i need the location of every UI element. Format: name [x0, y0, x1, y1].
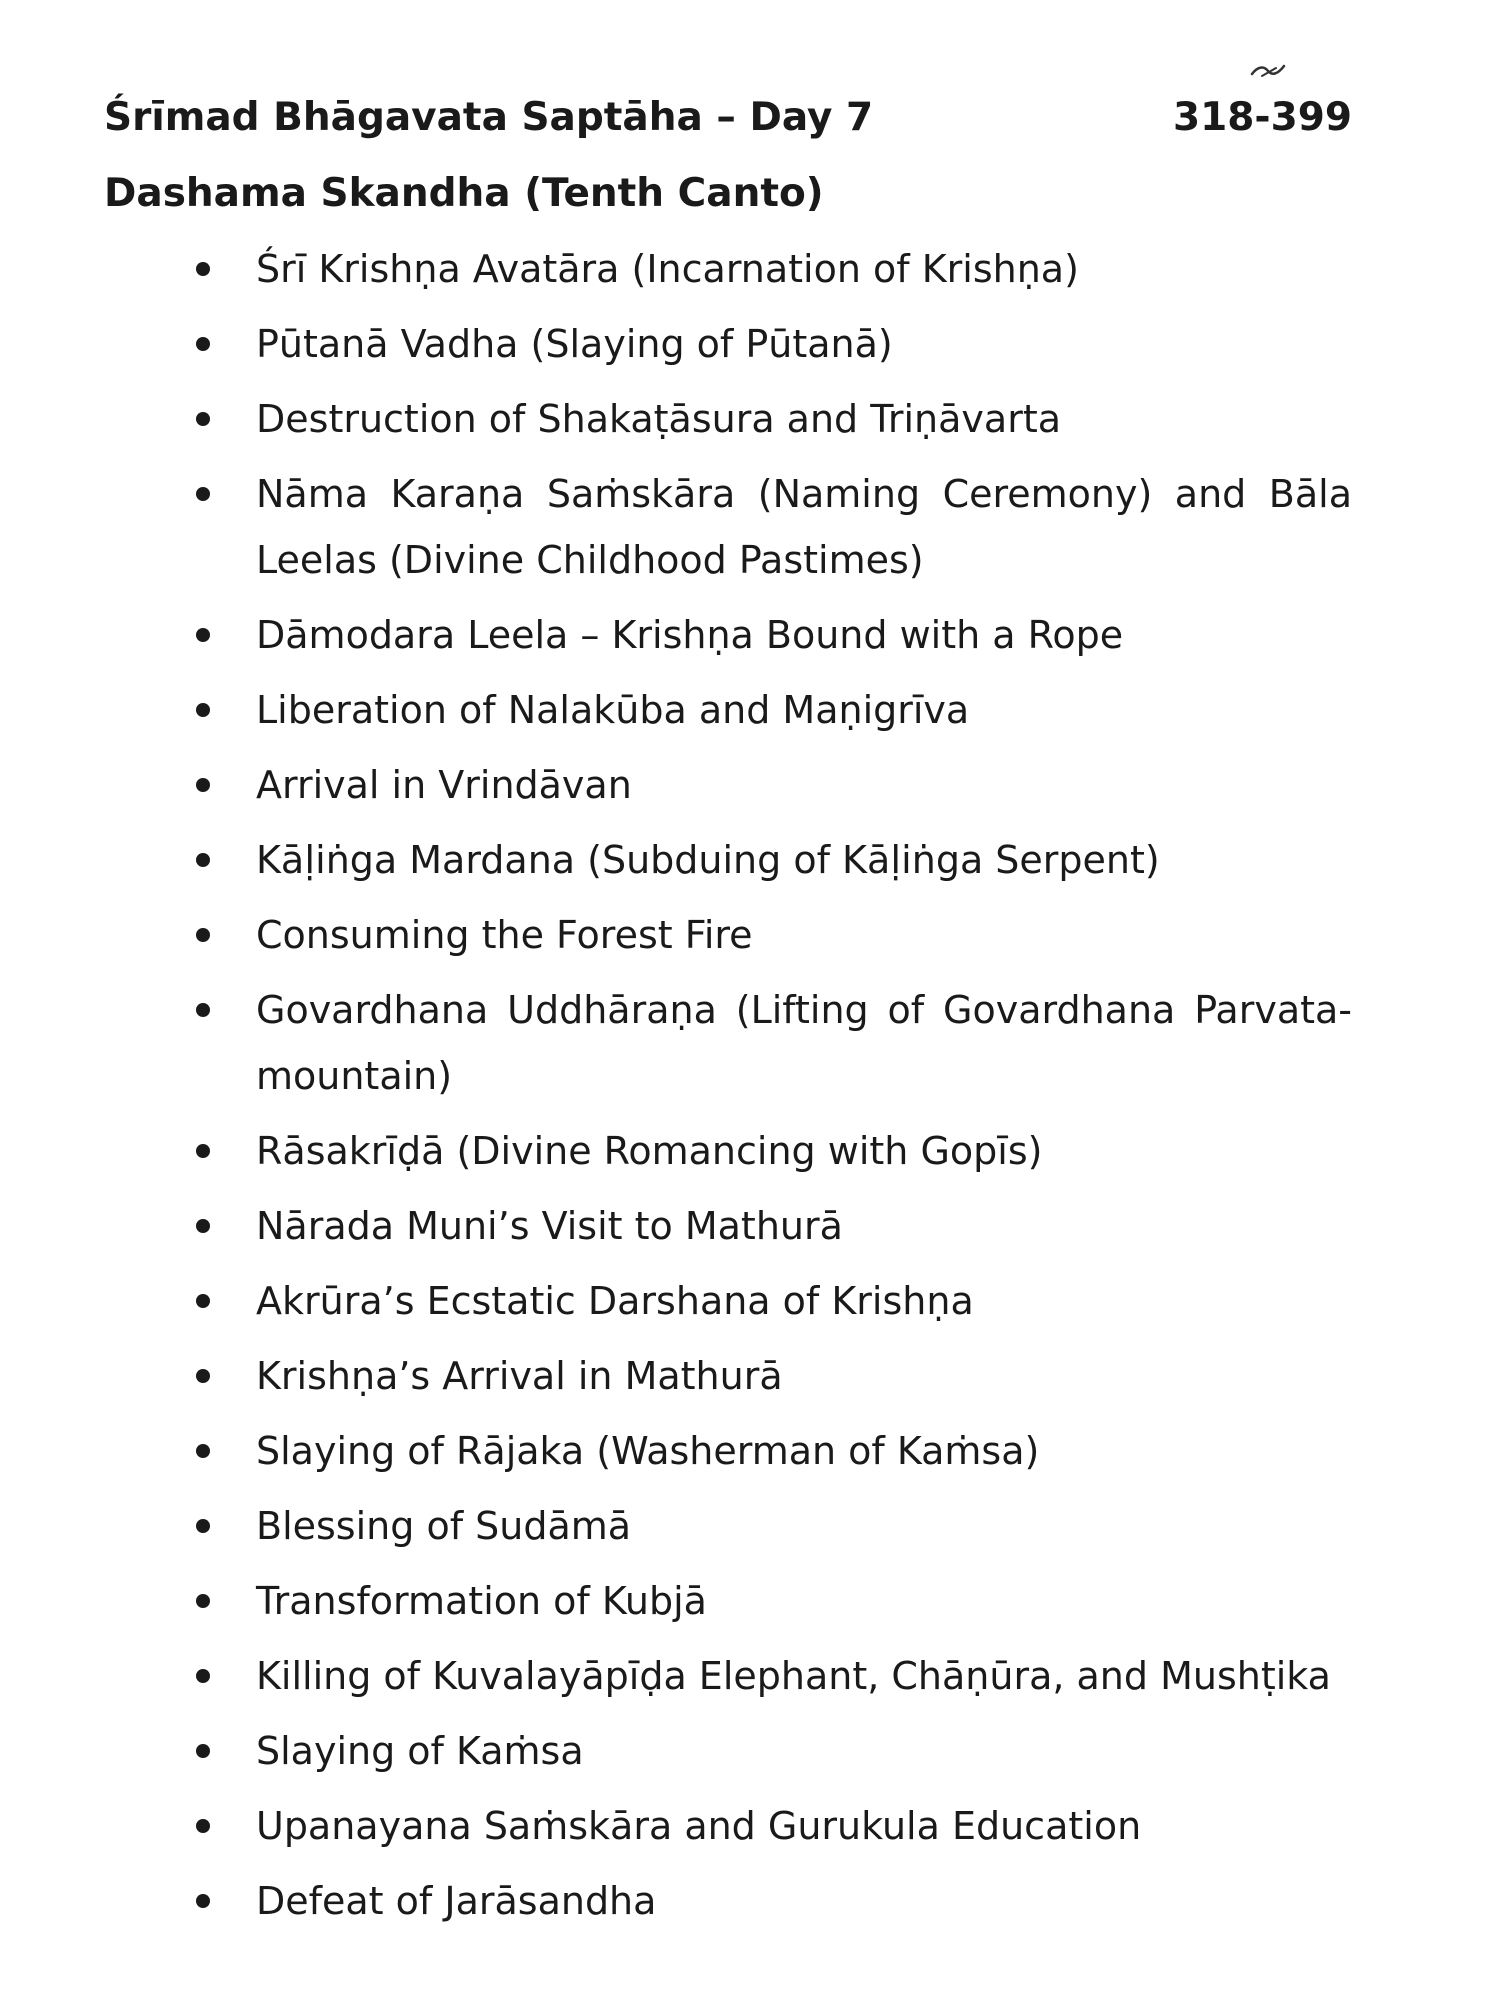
- list-item-text: Nārada Muni’s Visit to Mathurā: [256, 1204, 843, 1248]
- bullet-icon: [196, 1144, 210, 1158]
- list-item: [196, 461, 1352, 593]
- list-item: [196, 752, 1352, 818]
- page-title: Śrīmad Bhāgavata Saptāha – Day 7: [104, 95, 874, 140]
- list-item: [196, 386, 1352, 452]
- page-header: [104, 88, 1352, 148]
- list-item: [196, 236, 1352, 302]
- list-item: [196, 1793, 1352, 1859]
- list-item-text: Slaying of Rājaka (Washerman of Kaṁsa): [256, 1429, 1040, 1473]
- list-item-text: Liberation of Nalakūba and Maṇigrīva: [256, 688, 970, 732]
- list-item: [196, 1193, 1352, 1259]
- list-item-text: Blessing of Sudāmā: [256, 1504, 632, 1548]
- list-item: [196, 311, 1352, 377]
- bullet-icon: [196, 1594, 210, 1608]
- list-item-text: Śrī Krishṇa Avatāra (Incarnation of Krishṇa): [256, 247, 1079, 291]
- list-item: [196, 1568, 1352, 1634]
- list-item-text: Slaying of Kaṁsa: [256, 1729, 584, 1773]
- page-range: 318-399: [1172, 95, 1352, 140]
- list-item-text: Destruction of Shakaṭāsura and Triṇāvarta: [256, 397, 1062, 441]
- pen-mark-icon: [1250, 62, 1286, 78]
- list-item: [196, 1418, 1352, 1484]
- list-item: [196, 1343, 1352, 1409]
- bullet-icon: [196, 1219, 210, 1233]
- list-item: [196, 827, 1352, 893]
- list-item: [196, 1268, 1352, 1334]
- bullet-icon: [196, 1519, 210, 1533]
- list-item: [196, 1643, 1352, 1709]
- list-item: [196, 902, 1352, 968]
- list-item-text: Rāsakrīḍā (Divine Romancing with Gopīs): [256, 1129, 1043, 1173]
- bullet-icon: [196, 778, 210, 792]
- list-item-text: Dāmodara Leela – Krishṇa Bound with a Rope: [256, 613, 1124, 657]
- list-item-text: Krishṇa’s Arrival in Mathurā: [256, 1354, 783, 1398]
- list-item-text: Transformation of Kubjā: [256, 1579, 707, 1623]
- list-item: [196, 1868, 1352, 1934]
- bullet-icon: [196, 1894, 210, 1908]
- bullet-icon: [196, 703, 210, 717]
- bullet-icon: [196, 1819, 210, 1833]
- list-item-text: Consuming the Forest Fire: [256, 913, 753, 957]
- list-item: [196, 1118, 1352, 1184]
- list-item-text: Upanayana Saṁskāra and Gurukula Education: [256, 1804, 1142, 1848]
- bullet-icon: [196, 1744, 210, 1758]
- topic-list: [196, 236, 1352, 1943]
- list-item: [196, 677, 1352, 743]
- list-item-text: Kāḷiṅga Mardana (Subduing of Kāḷiṅga Serpent): [256, 838, 1160, 882]
- bullet-icon: [196, 262, 210, 276]
- bullet-icon: [196, 853, 210, 867]
- list-item: [196, 1493, 1352, 1559]
- list-item-text: Akrūra’s Ecstatic Darshana of Krishṇa: [256, 1279, 974, 1323]
- bullet-icon: [196, 412, 210, 426]
- bullet-icon: [196, 928, 210, 942]
- bullet-icon: [196, 1294, 210, 1308]
- list-item: [196, 602, 1352, 668]
- bullet-icon: [196, 628, 210, 642]
- list-item-text: Killing of Kuvalayāpīḍa Elephant, Chāṇūra, and Mushṭika: [256, 1654, 1331, 1698]
- section-subtitle: Dashama Skandha (Tenth Canto): [104, 171, 824, 216]
- bullet-icon: [196, 1669, 210, 1683]
- bullet-icon: [196, 1444, 210, 1458]
- bullet-icon: [196, 337, 210, 351]
- list-item: [196, 977, 1352, 1109]
- list-item-text: Arrival in Vrindāvan: [256, 763, 632, 807]
- list-item-text: Nāma Karaṇa Saṁskāra (Naming Ceremony) and Bāla Leelas (Divine Childhood Pastimes): [256, 472, 1352, 582]
- list-item-text: Govardhana Uddhāraṇa (Lifting of Govardhana Parvata-mountain): [256, 988, 1352, 1098]
- list-item-text: Pūtanā Vadha (Slaying of Pūtanā): [256, 322, 893, 366]
- bullet-icon: [196, 1369, 210, 1383]
- bullet-icon: [196, 1003, 210, 1017]
- bullet-icon: [196, 487, 210, 501]
- list-item-text: Defeat of Jarāsandha: [256, 1879, 657, 1923]
- list-item: [196, 1718, 1352, 1784]
